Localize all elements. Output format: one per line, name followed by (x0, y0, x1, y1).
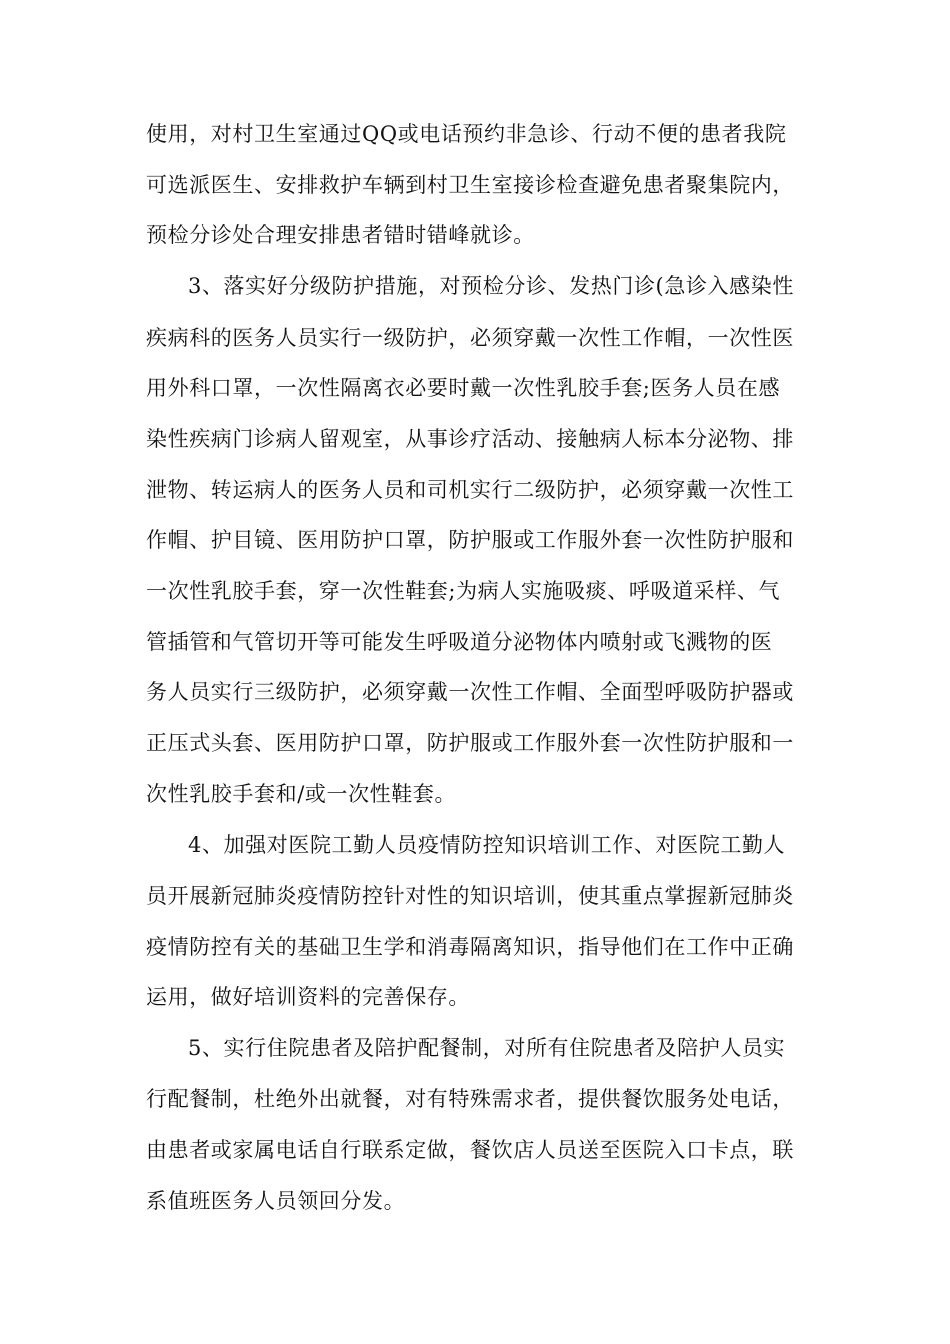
text-line: 疾病科的医务人员实行一级防护，必须穿戴一次性工作帽，一次性医 (146, 326, 794, 350)
text-line: 行配餐制，杜绝外出就餐，对有特殊需求者，提供餐饮服务处电话， (146, 1087, 794, 1111)
text-line: 预检分诊处合理安排患者错时错峰就诊。 (146, 223, 535, 247)
paragraph-4-first-line: 4、加强对医院工勤人员疫情防控知识培训工作、对医院工勤人 (188, 833, 786, 857)
paragraph-3-first-line: 3、落实好分级防护措施，对预检分诊、发热门诊(急诊入感染性 (188, 274, 794, 298)
text-line: 染性疾病门诊病人留观室，从事诊疗活动、接触病人标本分泌物、排 (146, 427, 794, 451)
text-line: 管插管和气管切开等可能发生呼吸道分泌物体内喷射或飞溅物的医 (146, 630, 773, 654)
text-line: 使用，对村卫生室通过QQ或电话预约非急诊、行动不便的患者我院 (146, 122, 787, 146)
text-line: 作帽、护目镜、医用防护口罩，防护服或工作服外套一次性防护服和 (146, 528, 794, 552)
text-line: 用外科口罩，一次性隔离衣必要时戴一次性乳胶手套;医务人员在感 (146, 376, 781, 400)
text-line: 一次性乳胶手套，穿一次性鞋套;为病人实施吸痰、呼吸道采样、气 (146, 579, 781, 603)
text-line: 系值班医务人员领回分发。 (146, 1189, 406, 1213)
text-line: 员开展新冠肺炎疫情防控针对性的知识培训，使其重点掌握新冠肺炎 (146, 884, 794, 908)
text-line: 次性乳胶手套和/或一次性鞋套。 (146, 782, 457, 806)
text-line: 可选派医生、安排救护车辆到村卫生室接诊检查避免患者聚集院内， (146, 173, 794, 197)
text-line: 疫情防控有关的基础卫生学和消毒隔离知识，指导他们在工作中正确 (146, 935, 794, 959)
text-line: 泄物、转运病人的医务人员和司机实行二级防护，必须穿戴一次性工 (146, 478, 794, 502)
paragraph-5-first-line: 5、实行住院患者及陪护配餐制，对所有住院患者及陪护人员实 (188, 1036, 786, 1060)
text-line: 运用，做好培训资料的完善保存。 (146, 985, 470, 1009)
text-line: 由患者或家属电话自行联系定做，餐饮店人员送至医院入口卡点，联 (146, 1138, 794, 1162)
text-line: 正压式头套、医用防护口罩，防护服或工作服外套一次性防护服和一 (146, 731, 794, 755)
text-line: 务人员实行三级防护，必须穿戴一次性工作帽、全面型呼吸防护器或 (146, 680, 794, 704)
